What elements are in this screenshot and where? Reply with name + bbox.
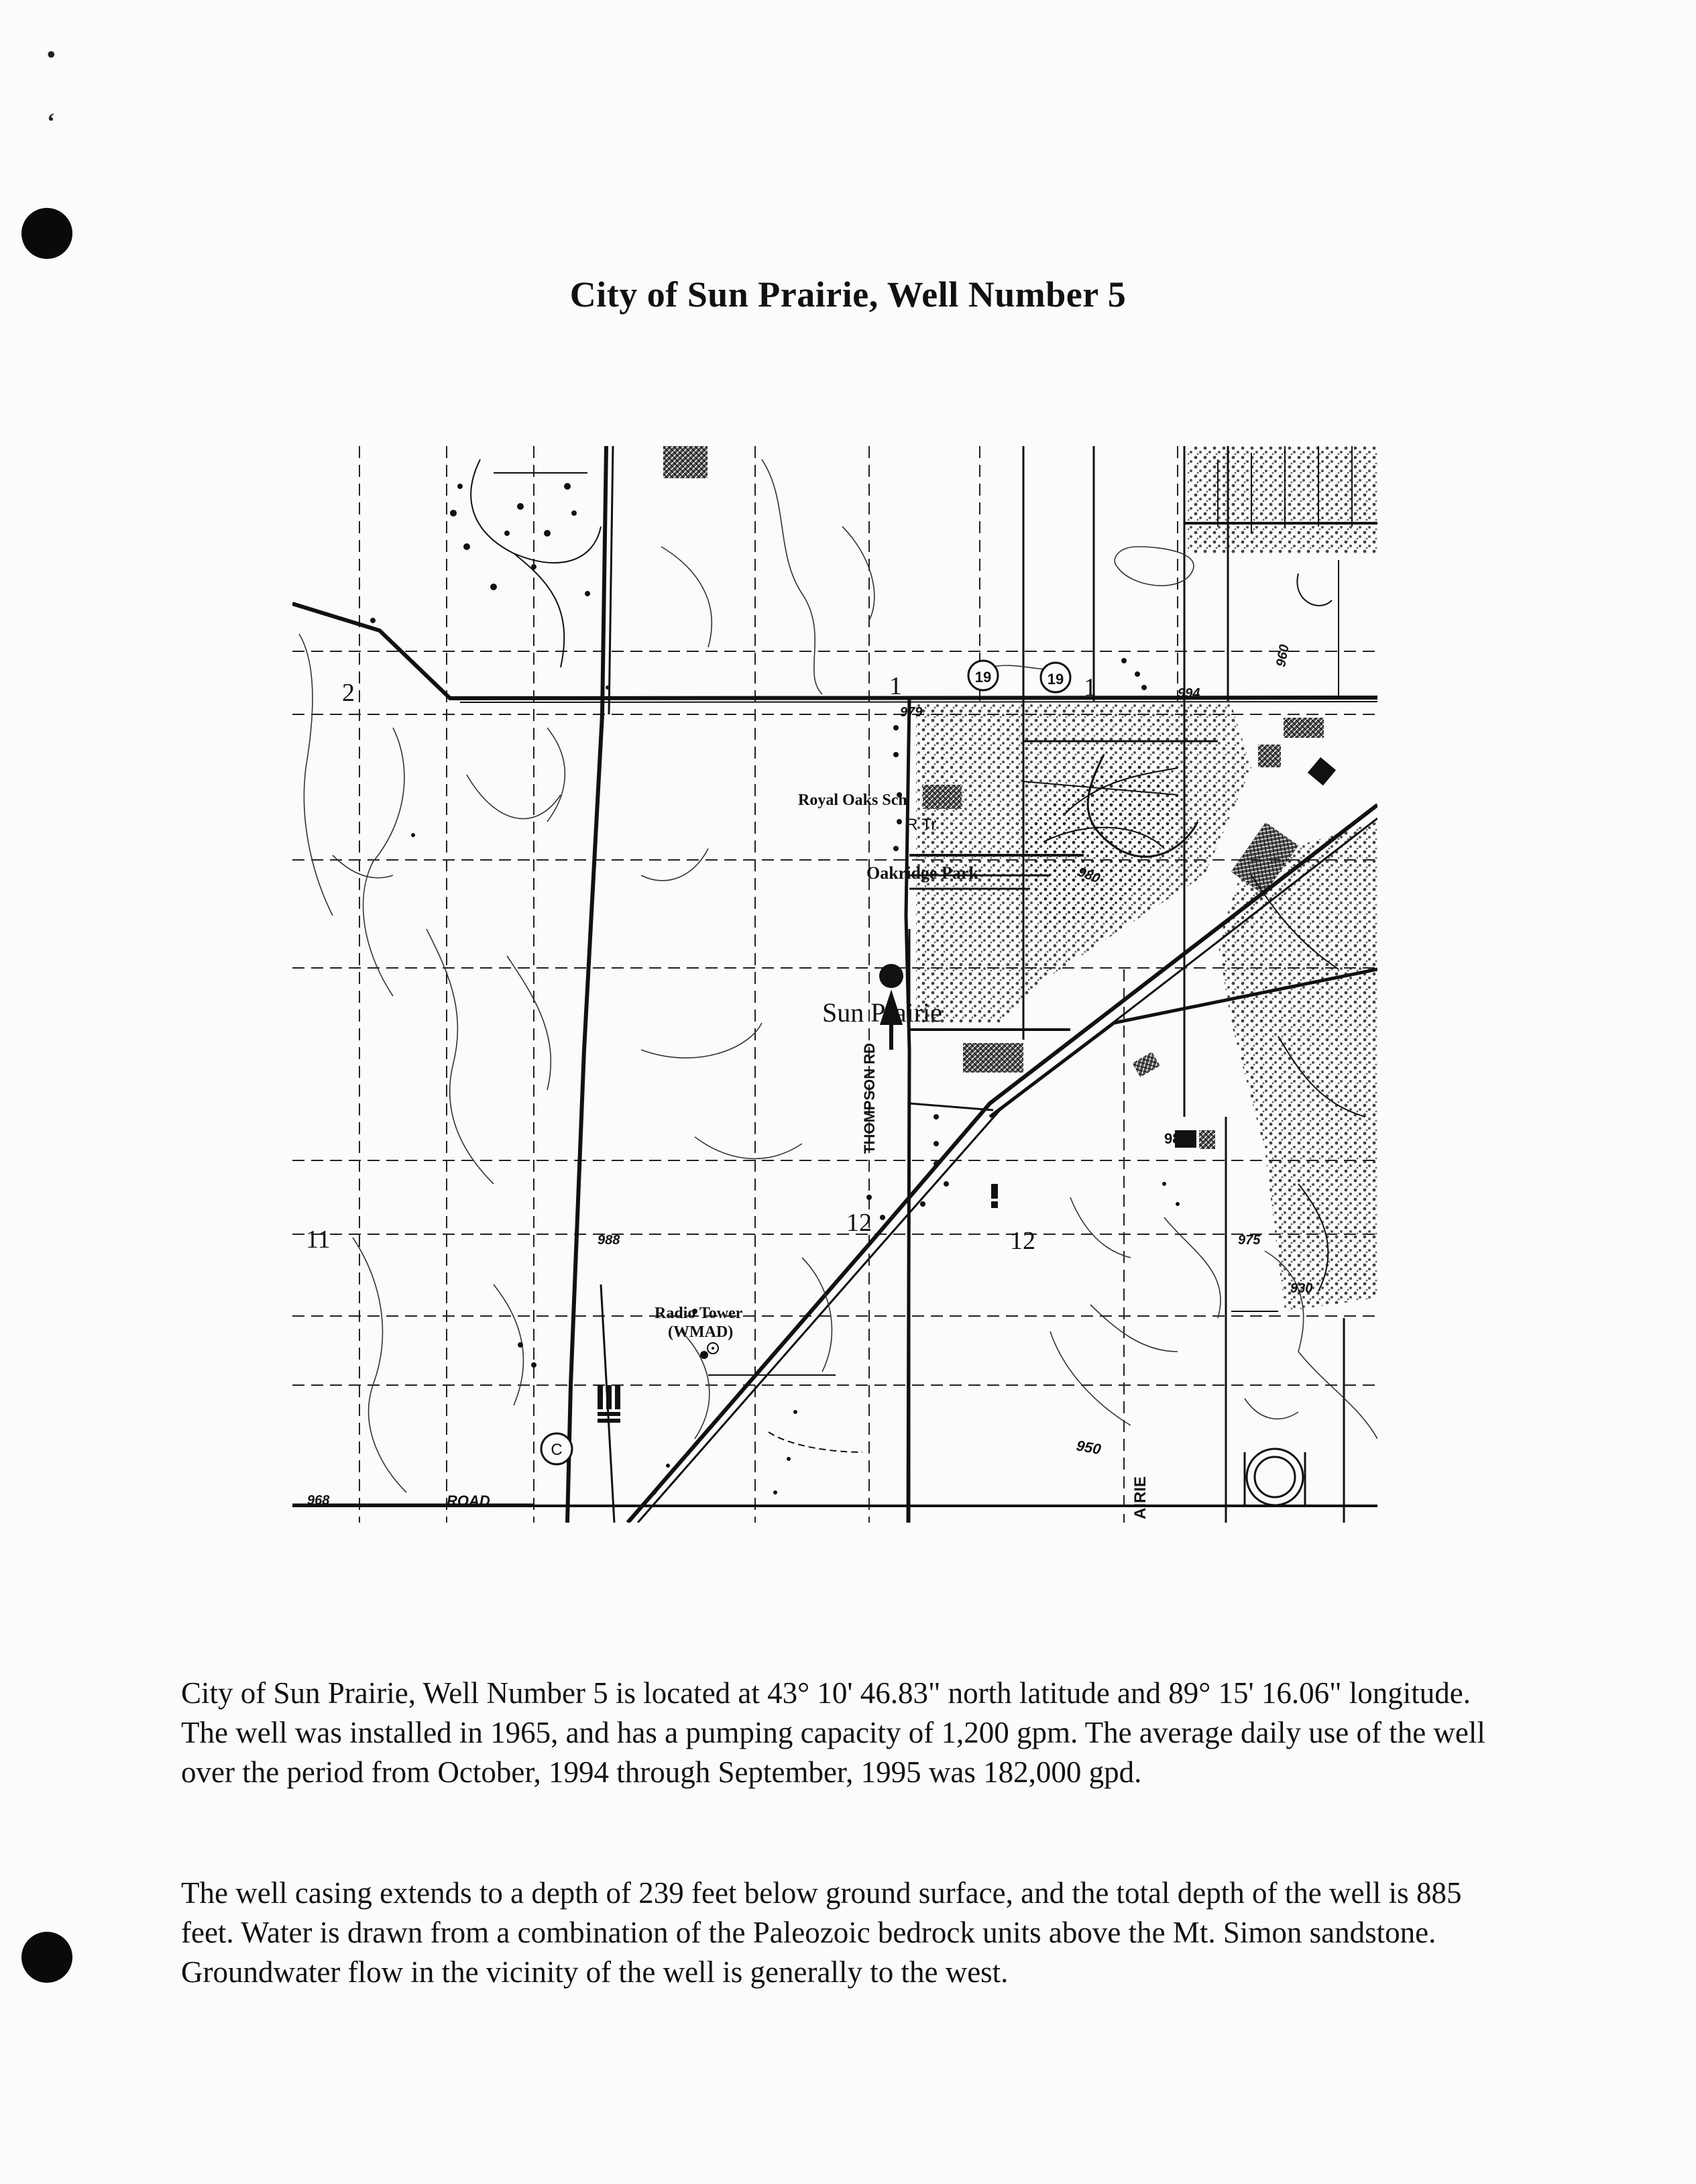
scan-mark: ‘ [47, 108, 55, 135]
section-number-11: 11 [306, 1225, 331, 1254]
elevation-994: 994 [1178, 686, 1200, 701]
description-paragraph-location: City of Sun Prairie, Well Number 5 is located at 43° 10' 46.83" north latitude and 89° 15' 16.06" longitude. The well was installed in 1965, and has a pumping capacity of 1,200 gpm. The average daily use of the well over the period from October, 1994 through September, 1995 was 182,000 gpd. [181, 1676, 1485, 1789]
elevation-950: 950 [1075, 1437, 1103, 1458]
scan-mark: • [47, 41, 56, 68]
page-title: City of Sun Prairie, Well Number 5 [569, 274, 1127, 315]
punch-hole-bottom [21, 1932, 72, 1983]
punch-hole-top [21, 208, 72, 259]
road-name-thompson: THOMPSON RD [861, 1043, 878, 1154]
edge-street-label: AIRIE [1131, 1476, 1149, 1519]
school-label: Royal Oaks Sch [798, 791, 907, 809]
elevation-930: 930 [1290, 1281, 1313, 1296]
section-number-12-right: 12 [1010, 1227, 1035, 1255]
radio-tower-label: Radio Tower [655, 1305, 743, 1322]
trailer-park-label: R Tr [906, 816, 937, 834]
section-number-1-right: 1 [1084, 673, 1096, 702]
section-number-1-left: 1 [889, 672, 902, 700]
elevation-979: 979 [900, 705, 923, 720]
elevation-988: 988 [598, 1233, 620, 1248]
radio-tower-call-sign: (WMAD) [668, 1323, 734, 1341]
place-name-sun-prairie: Sun Prairie [822, 997, 942, 1028]
topographic-map [292, 446, 1377, 1523]
well-location-marker [879, 964, 903, 988]
section-number-12-left: 12 [846, 1209, 872, 1237]
elevation-975: 975 [1238, 1233, 1261, 1248]
elevation-980-road: 980 [1076, 865, 1103, 887]
section-number-2: 2 [342, 679, 355, 707]
county-road-label: C [551, 1441, 563, 1459]
description-paragraph-geology: The well casing extends to a depth of 239 feet below ground surface, and the total depth of the well is 885 feet. Water is drawn from a combination of the Paleozoic bedrock units above the Mt. Simon sandstone. Groundwater flow in the vicinity of the well is generally to the west. [181, 1876, 1462, 1989]
park-label: Oakridge Park [866, 863, 978, 883]
route-marker-19-right: 19 [1047, 671, 1064, 688]
route-marker-19-left: 19 [974, 669, 992, 686]
elevation-960: 960 [1274, 643, 1292, 668]
elevation-968: 968 [307, 1493, 330, 1508]
road-label: ROAD [447, 1492, 490, 1509]
elevation-980: 980 [1164, 1130, 1189, 1147]
